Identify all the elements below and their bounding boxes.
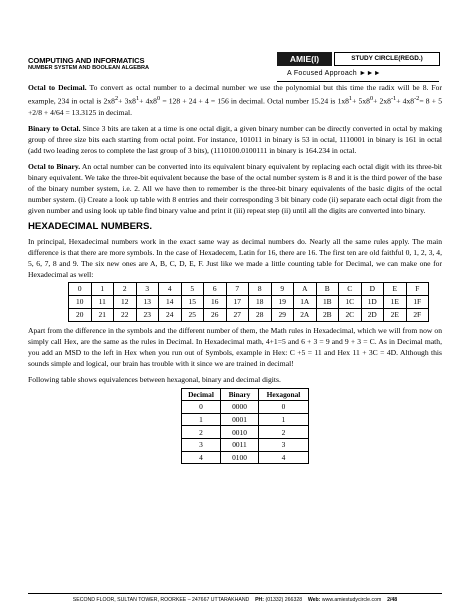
octal-to-decimal-paragraph (28, 82, 442, 118)
footer-divider (28, 593, 442, 594)
table-cell: 1 (91, 282, 114, 295)
table-cell: A (294, 282, 317, 295)
exponent: 2 (114, 95, 119, 102)
table-cell: 0 (259, 401, 309, 414)
binary-to-octal-paragraph (28, 123, 442, 156)
paragraph-text: + 3x8 (118, 96, 136, 106)
table-cell: 1 (182, 413, 221, 426)
table-cell: 2 (114, 282, 137, 295)
table-cell: D (361, 282, 384, 295)
table-cell: 7 (226, 282, 249, 295)
column-header: Hexagonal (259, 388, 309, 401)
table-cell: 0 (182, 401, 221, 414)
footer-phone-label: PH: (255, 597, 265, 603)
table-row (182, 438, 309, 451)
table-cell: C (339, 282, 362, 295)
paragraph-text: Since 3 bits are taken at a time is one octal digit, a given binary number can be directly converted in octal by making group of three size bits each starting from octal point. For instance, 101011 in binary is 53 in octal, 1110001 in binary is 161 in octal (add two leading zeros to complete the last group of 3 bits), (1110100.0100111 in binary is 164.234 in octal. (28, 123, 442, 155)
exponent: 0 (156, 95, 161, 102)
table-cell: 17 (226, 295, 249, 308)
table-cell: 26 (204, 308, 227, 321)
table-cell: 2F (406, 308, 429, 321)
table-cell: 0011 (221, 438, 259, 451)
hex-rules-paragraph: Apart from the difference in the symbols and the different number of them, the Math rules in Hexadecimal, which we will from now on simply call Hex, are the same as the rules in Decimal. In Hexadecimal math, 4+1=5 and 6 + 3 = 9 and 9 + 3 = C. As in Decimal math, you add an MSD to the left in Hex when you run out of Symbols, example in Hex: C +5 = 11 and Hex 11 + 3C = 4D. Although this sounds simple and logical, our brain has trouble with it since we are trained in decimal! (28, 325, 442, 368)
table-cell: 1 (259, 413, 309, 426)
paragraph-text: + 4x8 (139, 96, 157, 106)
table-row (69, 295, 429, 308)
page-footer (28, 596, 442, 604)
table-cell: 12 (114, 295, 137, 308)
table-cell: 1F (406, 295, 429, 308)
binary-to-octal-label: Binary to Octal. (28, 123, 81, 133)
table-cell: 2C (339, 308, 362, 321)
column-header: Binary (221, 388, 259, 401)
table-cell: 29 (271, 308, 294, 321)
table-row (69, 308, 429, 321)
table-cell: 27 (226, 308, 249, 321)
exponent: 1 (135, 95, 140, 102)
exponent: 1 (348, 95, 353, 102)
running-header (28, 56, 248, 72)
table-cell: 1E (384, 295, 407, 308)
table-cell: 24 (159, 308, 182, 321)
equivalence-table (181, 388, 309, 465)
octal-to-binary-paragraph (28, 161, 442, 216)
hex-intro-paragraph: In principal, Hexadecimal numbers work in the exact same way as decimal numbers do. Nearly all the same rules apply. The main difference is that there are more symbols. In the case of Hexadecem, Latin for 16, there are 16. The first ten are old faithful 0, 1, 2, 3, 4, 5, 6, 7, 8 and 9. The six new ones are A, B, C, D, E, F. Just like we made a little counting table for Decimal, we can make one for Hexadecimal as well: (28, 236, 442, 279)
table-cell: 20 (69, 308, 92, 321)
table-cell: 28 (249, 308, 272, 321)
table-cell: 22 (114, 308, 137, 321)
hex-counting-table (68, 282, 429, 322)
table-cell: 1D (361, 295, 384, 308)
paragraph-text: = 8 + 5 +2/8 + 4/64 = 13.3125 in decimal. (28, 96, 443, 117)
table-cell: 1B (316, 295, 339, 308)
course-title: COMPUTING AND INFORMATICS (28, 56, 145, 65)
document-body (28, 82, 442, 464)
table-cell: B (316, 282, 339, 295)
table-cell: 0010 (221, 426, 259, 439)
paragraph-text: + 4x8 (396, 96, 415, 106)
table-row (182, 451, 309, 464)
table-cell: 5 (181, 282, 204, 295)
table-cell: 2B (316, 308, 339, 321)
table-cell: 4 (259, 451, 309, 464)
table-cell: 1C (339, 295, 362, 308)
chapter-title: NUMBER SYSTEM AND BOOLEAN ALGEBRA (28, 65, 150, 71)
table-cell: E (384, 282, 407, 295)
octal-to-binary-label: Octal to Binary. (28, 161, 81, 171)
exponent: -1 (390, 95, 397, 102)
table-cell: 11 (91, 295, 114, 308)
table-cell: 3 (182, 438, 221, 451)
paragraph-text: = 128 + 24 + 4 = 156 in decimal. Octal number 15.24 is 1x8 (160, 96, 349, 106)
table-cell: 0000 (221, 401, 259, 414)
footer-web: www.amiestudycircle.com (321, 597, 382, 603)
table-cell: F (406, 282, 429, 295)
page-number: 2/48 (387, 597, 398, 603)
table-cell: 2A (294, 308, 317, 321)
brand-block (277, 52, 439, 84)
table-cell: 2 (259, 426, 309, 439)
table-cell: 2D (361, 308, 384, 321)
table-cell: 15 (181, 295, 204, 308)
table-cell: 6 (204, 282, 227, 295)
footer-phone: (01332) 266328 (265, 597, 303, 603)
table-cell: 4 (159, 282, 182, 295)
table-cell: 21 (91, 308, 114, 321)
table-cell: 25 (181, 308, 204, 321)
table-cell: 3 (136, 282, 159, 295)
tagline: A Focused Approach ►►► (287, 70, 381, 77)
table-cell: 10 (69, 295, 92, 308)
study-circle-label: STUDY CIRCLE(REGD.) (334, 52, 440, 66)
table-cell: 18 (249, 295, 272, 308)
exponent: -2 (414, 95, 420, 102)
paragraph-text: + 5x8 (352, 96, 370, 106)
table-cell: 0001 (221, 413, 259, 426)
column-header: Decimal (182, 388, 221, 401)
table-cell: 1A (294, 295, 317, 308)
table-cell: 8 (249, 282, 272, 295)
equivalence-intro: Following table shows equivalences between hexagonal, binary and decimal digits. (28, 374, 281, 384)
table-cell: 19 (271, 295, 294, 308)
brand-badge: AMIE(I) (277, 52, 332, 66)
table-cell: 0100 (221, 451, 259, 464)
table-row (69, 282, 429, 295)
table-cell: 2E (384, 308, 407, 321)
exponent: 0 (369, 95, 374, 102)
table-cell: 23 (136, 308, 159, 321)
table-cell: 16 (204, 295, 227, 308)
table-cell: 13 (136, 295, 159, 308)
table-cell: 9 (271, 282, 294, 295)
table-cell: 14 (159, 295, 182, 308)
footer-web-label: Web: (307, 597, 321, 603)
table-row (182, 413, 309, 426)
table-cell: 4 (182, 451, 221, 464)
section-heading: HEXADECIMAL NUMBERS. (28, 220, 153, 232)
table-row (182, 426, 309, 439)
table-cell: 3 (259, 438, 309, 451)
octal-to-decimal-label: Octal to Decimal. (28, 83, 87, 92)
table-cell: 0 (69, 282, 92, 295)
table-cell: 2 (182, 426, 221, 439)
footer-address: SECOND FLOOR, SULTAN TOWER, ROORKEE – 247667 UTTARAKHAND (72, 597, 250, 603)
paragraph-text: An octal number can be converted into its equivalent binary equivalent by replacing each octal digit with its three-bit binary equivalent. We take the three-bit equivalent because the base of the octal number system is 8 and it is the third power of the base of the binary number system, i.e. 2. All we have then to remember is the three-bit binary equivalents of the basic digits of the octal number system. (i) Create a look up table with 8 entries and their corresponding 3 bit binary code (ii) separate each octal digit from the given number and using look up table find binary value and print it (iii) repeat step (ii) until all the digits are converted into binary. (28, 161, 442, 215)
paragraph-text: + 2x8 (373, 96, 391, 106)
table-row (182, 401, 309, 414)
paragraph-text: To convert as octal number to a decimal number we use the polynomial but this time the radix will be 8. For example, 234 in octal is 2x8 (28, 83, 442, 106)
